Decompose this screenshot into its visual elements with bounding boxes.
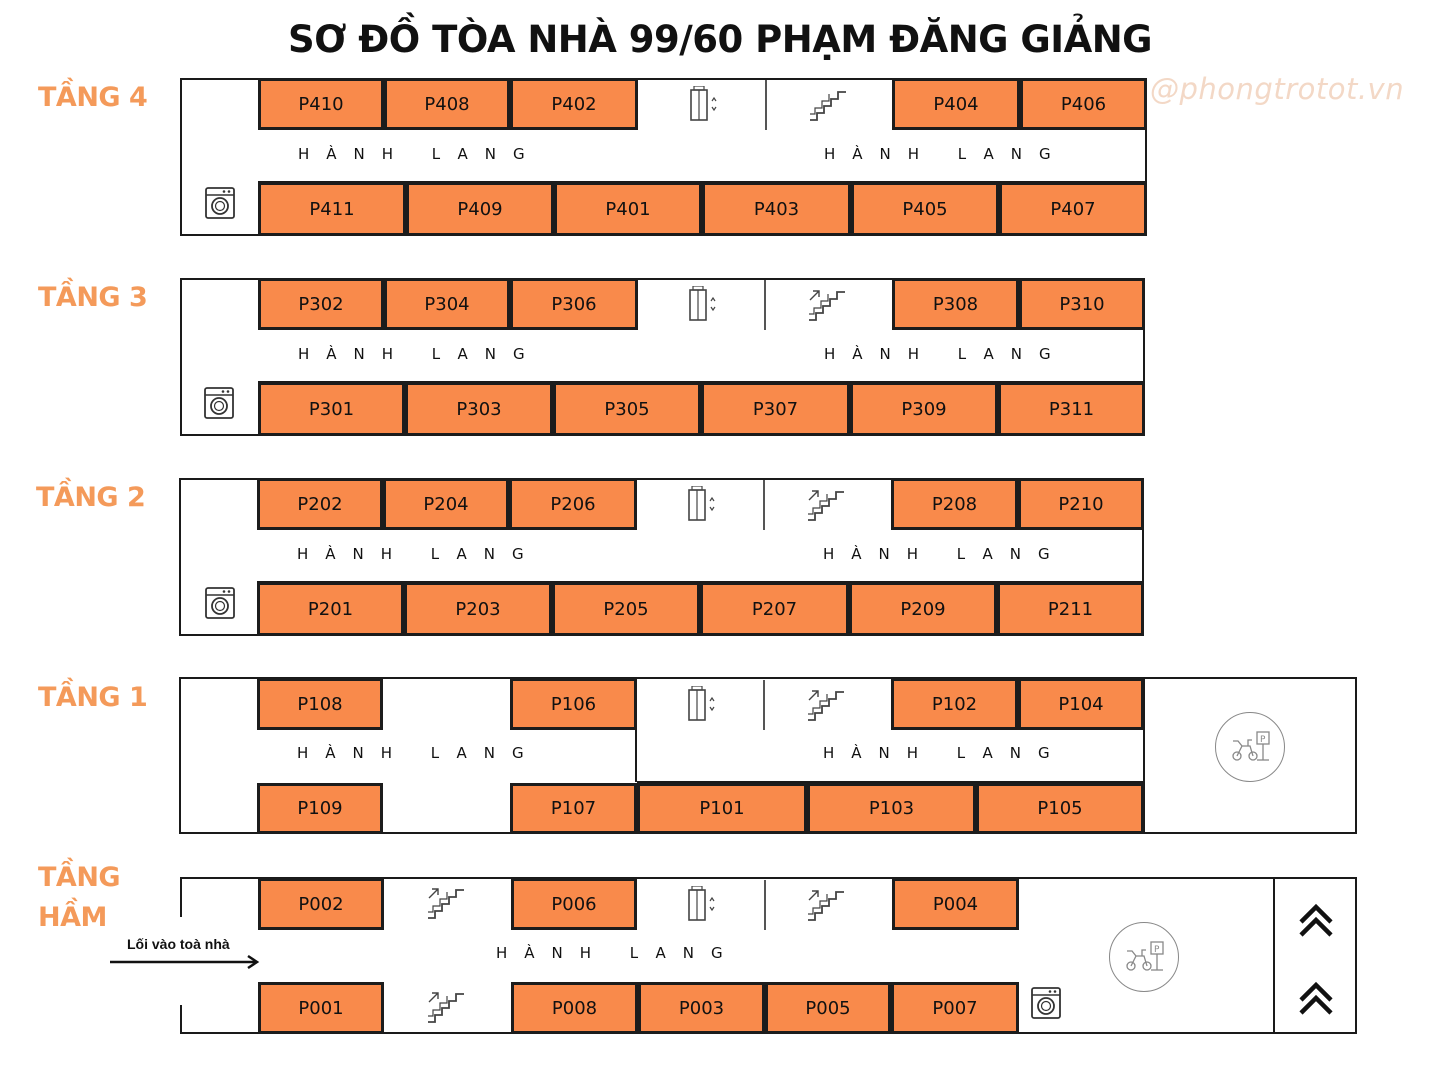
room[interactable]: P202 (257, 478, 383, 530)
floor-label-4: TẦNG 4 (38, 82, 148, 113)
room[interactable]: P404 (892, 78, 1020, 130)
corridor-label: HÀNH LANG (496, 944, 740, 962)
room[interactable]: P211 (997, 582, 1144, 636)
elevator-icon (686, 686, 716, 722)
room[interactable]: P107 (510, 783, 637, 834)
room[interactable]: P410 (258, 78, 384, 130)
corridor-label: HÀNH LANG (298, 145, 542, 163)
elevator-icon (688, 86, 718, 122)
page-title: SƠ ĐỒ TÒA NHÀ 99/60 PHẠM ĐĂNG GIẢNG (287, 18, 1153, 61)
room[interactable]: P008 (511, 982, 638, 1034)
ramp-up-icon (1296, 900, 1336, 940)
divider (635, 730, 637, 782)
room[interactable]: P411 (258, 182, 406, 236)
stairs-icon (807, 288, 847, 322)
divider (764, 880, 766, 930)
room[interactable]: P105 (976, 783, 1144, 834)
room[interactable]: P109 (257, 783, 383, 834)
wall-left (180, 877, 182, 917)
corridor-label: HÀNH LANG (297, 545, 541, 563)
corridor-label: HÀNH LANG (824, 145, 1068, 163)
room[interactable]: P210 (1018, 478, 1144, 530)
stairs-icon (806, 888, 846, 922)
room[interactable]: P402 (510, 78, 638, 130)
room[interactable]: P006 (511, 878, 637, 930)
room[interactable]: P309 (850, 382, 998, 436)
parking-icon (1109, 922, 1179, 992)
floor-label-basement-2: HẦM (38, 902, 107, 933)
parking-icon (1215, 712, 1285, 782)
room[interactable]: P407 (999, 182, 1147, 236)
room[interactable]: P308 (892, 278, 1019, 330)
room[interactable]: P301 (258, 382, 405, 436)
floor-label-3: TẦNG 3 (38, 282, 148, 313)
room[interactable]: P005 (765, 982, 891, 1034)
room[interactable]: P311 (998, 382, 1145, 436)
room[interactable]: P305 (553, 382, 701, 436)
washing-machine-icon (204, 186, 236, 220)
svg-text:P: P (1259, 734, 1265, 745)
room[interactable]: P102 (891, 678, 1018, 730)
svg-text:P: P (1153, 944, 1159, 955)
room[interactable]: P310 (1019, 278, 1145, 330)
room[interactable]: P403 (702, 182, 851, 236)
room[interactable]: P306 (510, 278, 638, 330)
wall-left (180, 1005, 182, 1034)
room[interactable]: P004 (892, 878, 1019, 930)
room[interactable]: P103 (807, 783, 976, 834)
room[interactable]: P203 (404, 582, 552, 636)
room[interactable]: P002 (258, 878, 384, 930)
stairs-icon (806, 488, 846, 522)
room[interactable]: P108 (257, 678, 383, 730)
room[interactable]: P406 (1020, 78, 1147, 130)
room[interactable]: P007 (891, 982, 1019, 1034)
corridor-label: HÀNH LANG (297, 744, 541, 762)
floor-label-2: TẦNG 2 (36, 482, 146, 513)
washing-machine-icon (203, 386, 235, 420)
washing-machine-icon (1030, 986, 1062, 1020)
corridor-label: HÀNH LANG (298, 345, 542, 363)
floor-label-basement: TẦNG (38, 862, 121, 893)
wall-right (1355, 877, 1357, 1034)
entrance-label: Lối vào toà nhà (127, 936, 230, 952)
room[interactable]: P207 (700, 582, 849, 636)
room[interactable]: P201 (257, 582, 404, 636)
room[interactable]: P205 (552, 582, 700, 636)
room[interactable]: P307 (701, 382, 850, 436)
corridor-label: HÀNH LANG (823, 545, 1067, 563)
stairs-icon (426, 886, 466, 920)
divider (765, 80, 767, 130)
room[interactable]: P302 (258, 278, 384, 330)
corridor-label: HÀNH LANG (823, 744, 1067, 762)
room[interactable]: P208 (891, 478, 1018, 530)
room[interactable]: P106 (510, 678, 637, 730)
corridor-label: HÀNH LANG (824, 345, 1068, 363)
room[interactable]: P408 (384, 78, 510, 130)
room[interactable]: P304 (384, 278, 510, 330)
ramp-divider (1273, 877, 1275, 1034)
room[interactable]: P003 (638, 982, 765, 1034)
entrance-arrow-icon (110, 954, 262, 970)
room[interactable]: P104 (1018, 678, 1144, 730)
room[interactable]: P401 (554, 182, 702, 236)
room[interactable]: P409 (406, 182, 554, 236)
floor-label-1: TẦNG 1 (38, 682, 148, 713)
stairs-icon (806, 688, 846, 722)
divider (763, 480, 765, 530)
watermark: @phongtrotot.vn (1150, 72, 1405, 106)
ramp-up-icon (1296, 978, 1336, 1018)
room[interactable]: P405 (851, 182, 999, 236)
washing-machine-icon (204, 586, 236, 620)
stairs-icon (808, 88, 848, 122)
room[interactable]: P204 (383, 478, 509, 530)
room[interactable]: P303 (405, 382, 553, 436)
elevator-icon (686, 486, 716, 522)
room[interactable]: P101 (637, 783, 807, 834)
room[interactable]: P001 (258, 982, 384, 1034)
stairs-icon (426, 990, 466, 1024)
elevator-icon (686, 886, 716, 922)
divider (764, 280, 766, 330)
divider (763, 680, 765, 730)
room[interactable]: P206 (509, 478, 637, 530)
elevator-icon (687, 286, 717, 322)
room[interactable]: P209 (849, 582, 997, 636)
